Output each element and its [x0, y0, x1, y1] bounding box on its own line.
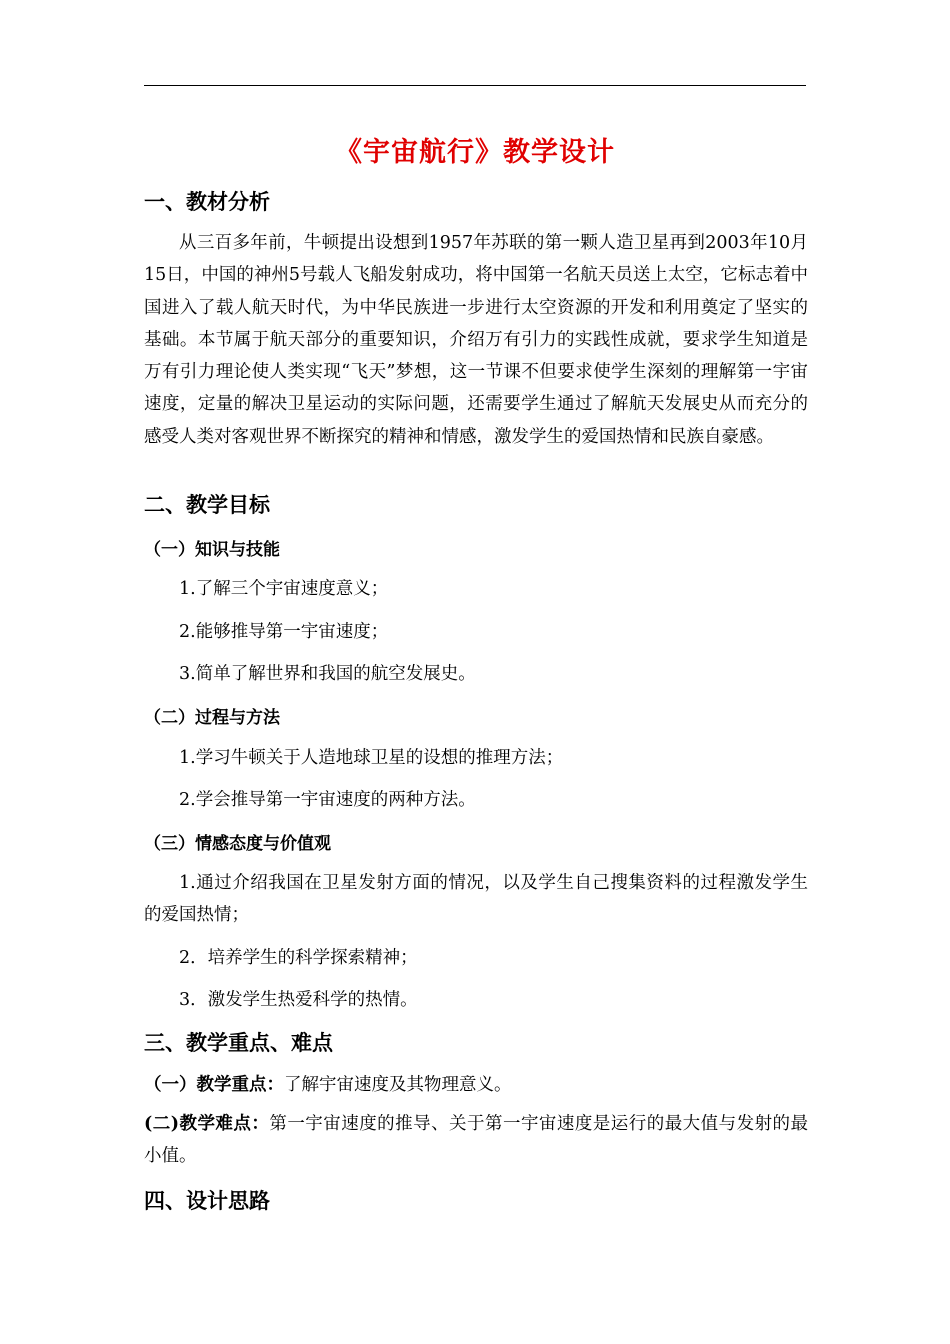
section-heading-design-ideas: 四、设计思路 [144, 1188, 270, 1213]
subheading-attitudes-values: （三）情感态度与价值观 [144, 834, 331, 854]
objective-item: 3．激发学生热爱科学的热情。 [179, 990, 418, 1010]
difficult-point-paragraph [144, 1108, 808, 1173]
objective-item: 1.了解三个宇宙速度意义； [179, 579, 389, 599]
section-heading-key-points: 三、教学重点、难点 [144, 1030, 333, 1055]
key-point-line [144, 1071, 512, 1096]
objective-item: 2．培养学生的科学探索精神； [179, 948, 418, 968]
subheading-process-methods: （二）过程与方法 [144, 708, 280, 728]
header-rule [144, 85, 806, 86]
section-heading-analysis: 一、教材分析 [144, 189, 270, 214]
objective-item: 1.学习牛顿关于人造地球卫星的设想的推理方法； [179, 748, 564, 768]
subheading-knowledge-skills: （一）知识与技能 [144, 540, 280, 560]
objective-item: 2.能够推导第一宇宙速度； [179, 622, 389, 642]
key-point-label: （一）教学重点： [144, 1075, 284, 1095]
key-point-text: 了解宇宙速度及其物理意义。 [284, 1075, 512, 1095]
analysis-paragraph: 从三百多年前，牛顿提出设想到1957年苏联的第一颗人造卫星再到2003年10月15日，中国的神州5号载人飞船发射成功，将中国第一名航天员送上太空，它标志着中国进入了载人航天时代，为中华民族进一步进行太空资源的开发和利用奠定了坚实的基础。本节属于航天部分的重要知识，介绍万有引力的实践性成就，要求学生知道是万有引力理论使人类实现“飞天”梦想，这一节课不但要求使学生深刻的理解第一宇宙速度，定量的解决卫星运动的实际问题，还需要学生通过了解航天发展史从而充分的感受人类对客观世界不断探究的精神和情感，激发学生的爱国热情和民族自豪感。 [144, 233, 808, 447]
difficult-point-text: 第一宇宙速度的推导、关于第一宇宙速度是运行的最大值与发射的最小值。 [144, 1114, 809, 1167]
difficult-point-label: (二)教学难点： [144, 1114, 270, 1134]
section-heading-objectives: 二、教学目标 [144, 492, 270, 517]
objective-item: 2.学会推导第一宇宙速度的两种方法。 [179, 790, 476, 810]
objective-item: 3.简单了解世界和我国的航空发展史。 [179, 664, 476, 684]
document-title: 《宇宙航行》教学设计 [335, 137, 615, 168]
objective-item-paragraph: 1.通过介绍我国在卫星发射方面的情况，以及学生自己搜集资料的过程激发学生的爱国热情； [144, 873, 808, 926]
